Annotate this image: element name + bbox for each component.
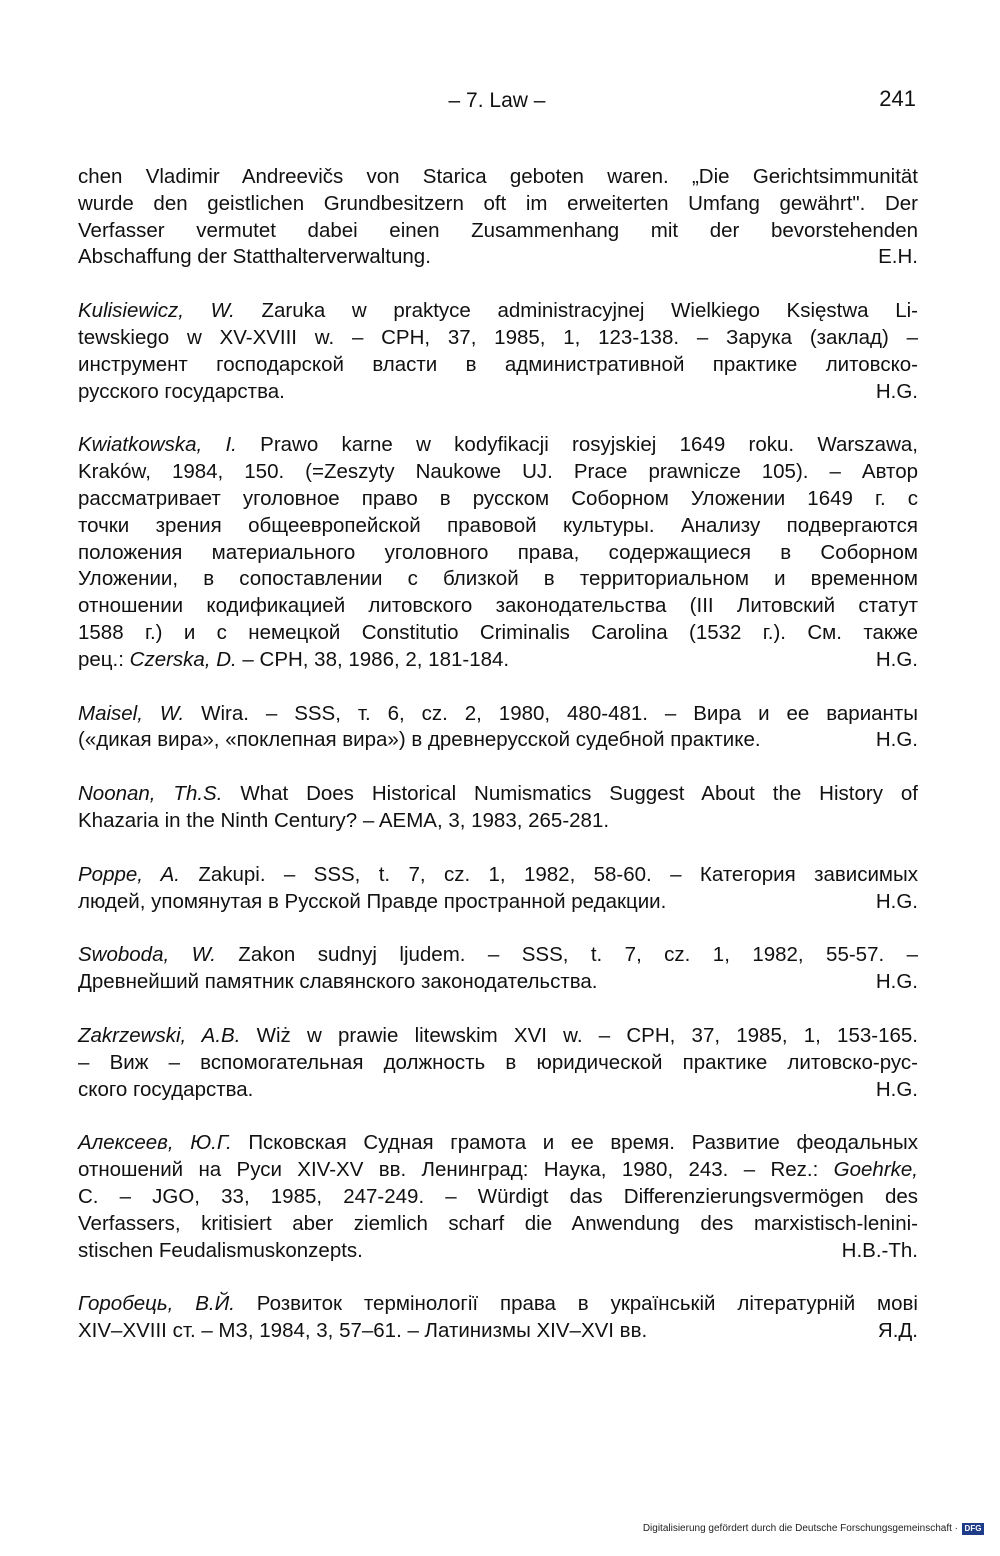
- entry-line: C. – JGO, 33, 1985, 247-249. – Würdigt das Differenzierungsvermögen des: [78, 1184, 918, 1208]
- entry-line: [78, 1291, 918, 1318]
- author-name: Горобець, В.Й.: [78, 1292, 235, 1316]
- entry-line: [78, 1130, 918, 1157]
- entry-line: [78, 298, 918, 325]
- entry-text: XIV–XVIII ст. – МЗ, 1984, 3, 57–61. – Латинизмы XIV–XVI вв.: [78, 1319, 648, 1343]
- bibliography-entry: [78, 701, 918, 755]
- entry-line: [78, 432, 918, 459]
- entry-text: Zaruka w praktyce administracyjnej Wielkiego Księstwa Li-: [234, 299, 918, 323]
- bibliography-entry: [78, 781, 918, 835]
- bibliography-entry: [78, 1291, 918, 1345]
- entry-text: Zakon sudnyj ljudem. – SSS, t. 7, cz. 1, 1982, 55-57. –: [215, 943, 918, 967]
- entry-line: положения материального уголовного права, содержащиеся в Соборном: [78, 540, 918, 564]
- entry-line: Kraków, 1984, 150. (=Zeszyty Naukowe UJ. Prace prawnicze 105). – Автор: [78, 460, 918, 484]
- entry-line: отношении кодификацией литовского законодательства (III Литовский статут: [78, 594, 918, 618]
- entry-text: ского государства.: [78, 1077, 254, 1101]
- entry-line: [78, 889, 918, 916]
- entry-line: tewskiego w XV-XVIII w. – CPH, 37, 1985, 1, 123-138. – Зарука (заклад) –: [78, 325, 918, 349]
- entry-line: [78, 781, 918, 808]
- bibliography-entry: [78, 432, 918, 673]
- entry-text: Древнейший памятник славянского законодательства.: [78, 970, 598, 994]
- bibliography-entry: [78, 862, 918, 916]
- reviewer-signature: H.G.: [875, 728, 918, 752]
- author-name: Goehrke,: [833, 1158, 918, 1182]
- entry-line: Уложении, в сопоставлении с близкой в территориальном и временном: [78, 567, 918, 591]
- author-name: Kulisiewicz, W.: [78, 299, 235, 323]
- entry-line: Verfasser vermutet dabei einen Zusammenhang mit der bevorstehenden: [78, 218, 918, 242]
- entry-text: рец.:: [78, 647, 130, 671]
- entry-line: [78, 969, 918, 996]
- digitization-footer: [643, 1522, 984, 1536]
- entry-text: русского государства.: [78, 379, 285, 403]
- page-number: 241: [879, 86, 916, 111]
- footer-text: Digitalisierung gefördert durch die Deutsche Forschungsgemeinschaft ·: [642, 1523, 958, 1534]
- author-name: Алексеев, Ю.Г.: [78, 1131, 232, 1155]
- entry-line: инструмент господарской власти в административной практике литовско-: [78, 352, 918, 376]
- bibliography-entry: [78, 298, 918, 405]
- author-name: Kwiatkowska, I.: [78, 433, 237, 457]
- bibliography-entry: [78, 942, 918, 996]
- entry-line: 1588 г.) и с немецкой Constitutio Criminalis Carolina (1532 г.). См. также: [78, 620, 918, 644]
- entry-text: Wiż w prawie litewskim XVI w. – CPH, 37, 1985, 1, 153-165.: [240, 1023, 918, 1047]
- entry-line: wurde den geistlichen Grundbesitzern oft im erweiterten Umfang gewährt". Der: [78, 191, 918, 215]
- reviewer-signature: H.G.: [875, 379, 918, 403]
- entry-text: Abschaffung der Statthalterverwaltung.: [78, 245, 431, 269]
- entry-line: Verfassers, kritisiert aber ziemlich scharf die Anwendung des marxistisch-lenini-: [78, 1211, 918, 1235]
- entry-text: людей, упомянутая в Русской Правде пространной редакции.: [78, 889, 667, 913]
- entry-line: [78, 942, 918, 969]
- entry-text: Wira. – SSS, т. 6, cz. 2, 1980, 480-481. – Вира и ее варианты: [184, 701, 918, 725]
- entry-line: [78, 647, 918, 674]
- entry-line: – Виж – вспомогательная должность в юридической практике литовско-рус-: [78, 1050, 918, 1074]
- page-header: [78, 84, 916, 118]
- entry-line: [78, 379, 918, 406]
- reviewer-signature: H.G.: [875, 970, 918, 994]
- entry-line: [78, 244, 918, 271]
- reviewer-signature: H.G.: [875, 1077, 918, 1101]
- reviewer-signature: E.H.: [878, 245, 918, 269]
- author-name: Maisel, W.: [78, 701, 185, 725]
- entry-text: отношений на Руси XIV-XV вв. Ленинград: Наука, 1980, 243. – Rez.:: [78, 1158, 834, 1182]
- author-name: Czerska, D.: [129, 647, 237, 671]
- entry-text: stischen Feudalismuskonzepts.: [78, 1238, 363, 1262]
- entry-line: [78, 1318, 918, 1345]
- entry-line: chen Vladimir Andreevičs von Starica geboten waren. „Die Gerichtsimmunität: [78, 165, 918, 188]
- reviewer-signature: H.G.: [875, 647, 918, 671]
- entry-line: [78, 1238, 918, 1265]
- reviewer-signature: H.G.: [875, 889, 918, 913]
- entry-text: Розвиток термінології права в українській літературній мові: [234, 1292, 918, 1316]
- bibliography-content: [78, 164, 918, 1372]
- section-title: – 7. Law –: [448, 89, 546, 112]
- entry-text: Zakupi. – SSS, t. 7, cz. 1, 1982, 58-60. – Категория зависимых: [179, 862, 918, 886]
- entry-line: [78, 862, 918, 889]
- dfg-logo-icon: DFG: [962, 1523, 984, 1535]
- entry-text: Псковская Судная грамота и ее время. Развитие феодальных: [231, 1131, 918, 1155]
- entry-line: Khazaria in the Ninth Century? – AEMA, 3, 1983, 265-281.: [78, 808, 610, 832]
- entry-text: («дикая вира», «поклепная вира») в древнерусской судебной практике.: [78, 728, 761, 752]
- author-name: Swoboda, W.: [78, 943, 216, 967]
- bibliography-entry: [78, 1130, 918, 1264]
- entry-line: [78, 1023, 918, 1050]
- entry-line: [78, 1157, 918, 1184]
- entry-text: Prawo karne w kodyfikacji rosyjskiej 1649 roku. Warszawa,: [236, 433, 918, 457]
- author-name: Noonan, Th.S.: [78, 782, 223, 806]
- bibliography-entry: [78, 1023, 918, 1103]
- entry-line: рассматривает уголовное право в русском Соборном Уложении 1649 г. с: [78, 486, 918, 510]
- author-name: Zakrzewski, A.B.: [78, 1023, 241, 1047]
- author-name: Poppe, A.: [78, 862, 180, 886]
- bibliography-entry: [78, 164, 918, 271]
- entry-text: What Does Historical Numismatics Suggest About the History of: [222, 782, 918, 806]
- reviewer-signature: Я.Д.: [877, 1319, 918, 1343]
- entry-line: [78, 1077, 918, 1104]
- entry-line: [78, 727, 918, 754]
- entry-line: [78, 701, 918, 728]
- reviewer-signature: H.B.-Th.: [841, 1238, 918, 1262]
- entry-line: точки зрения общеевропейской правовой культуры. Анализу подвергаются: [78, 513, 918, 537]
- entry-text: – CPH, 38, 1986, 2, 181-184.: [236, 647, 510, 671]
